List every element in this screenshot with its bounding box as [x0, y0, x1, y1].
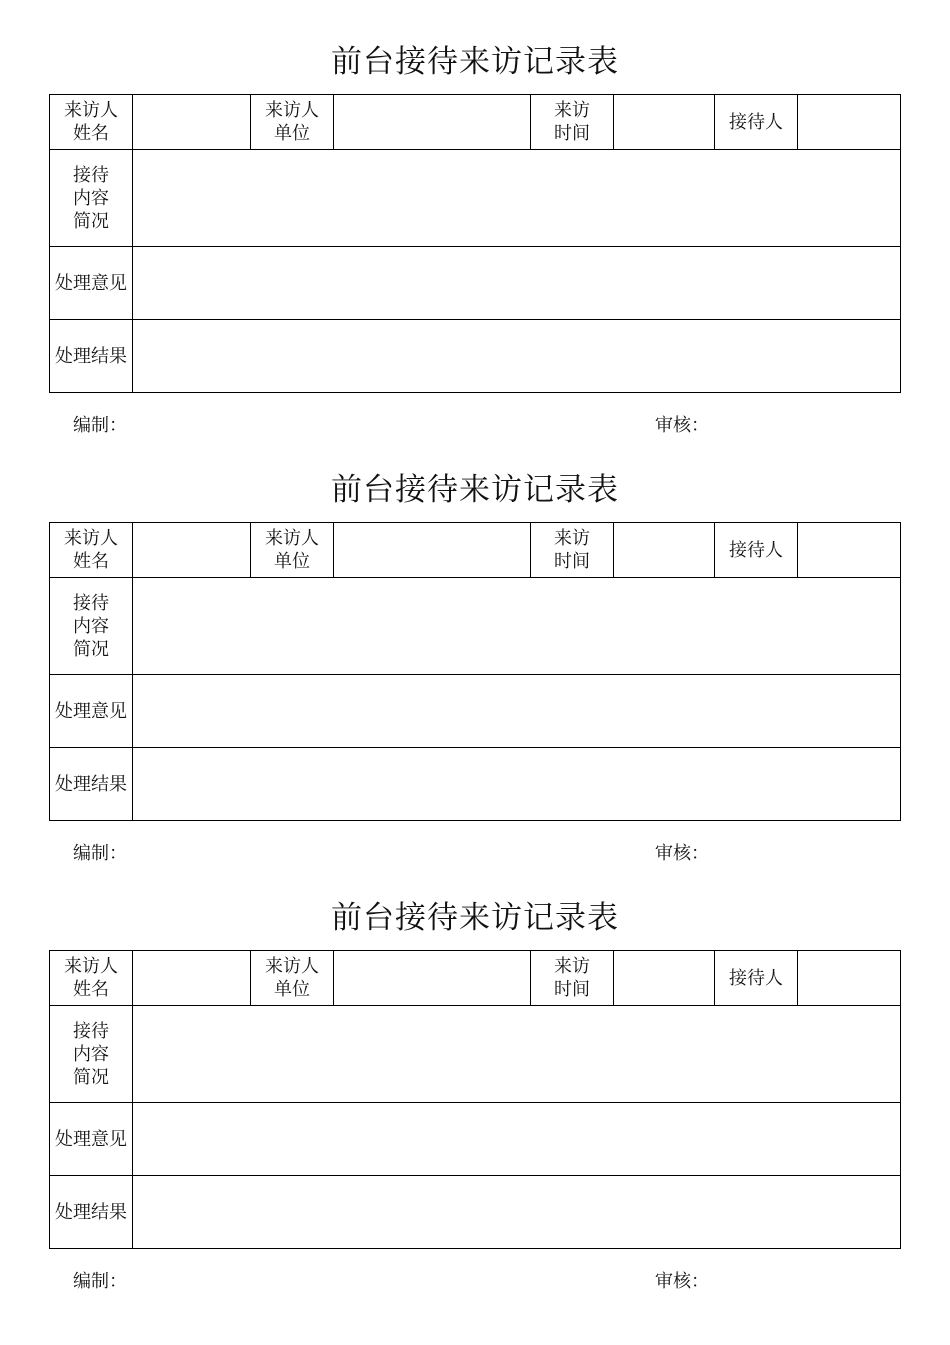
table-row — [50, 578, 901, 675]
content-summary-label: 接待 内容 简况 — [50, 150, 133, 247]
compiled-by-label: 编制： — [73, 415, 127, 436]
table-row — [50, 95, 901, 150]
table-row — [50, 675, 901, 748]
receptionist-field[interactable] — [798, 951, 901, 1006]
handling-opinion-field[interactable] — [133, 675, 901, 748]
visitor-name-label: 来访人 姓名 — [50, 951, 133, 1006]
handling-result-label: 处理结果 — [50, 320, 133, 393]
table-row — [50, 1006, 901, 1103]
handling-result-field[interactable] — [133, 1176, 901, 1249]
visitor-name-field[interactable] — [133, 95, 251, 150]
table-row — [50, 247, 901, 320]
form-title: 前台接待来访记录表 — [331, 472, 619, 508]
table-row — [50, 748, 901, 821]
receptionist-field[interactable] — [798, 95, 901, 150]
handling-opinion-field[interactable] — [133, 247, 901, 320]
visitor-name-field[interactable] — [133, 951, 251, 1006]
visit-record-form-2 — [0, 428, 950, 864]
handling-result-field[interactable] — [133, 748, 901, 821]
visitor-name-label: 来访人 姓名 — [50, 95, 133, 150]
content-summary-label: 接待 内容 简况 — [50, 1006, 133, 1103]
visit-time-label: 来访 时间 — [531, 95, 614, 150]
visitor-unit-label: 来访人 单位 — [251, 523, 334, 578]
table-row — [50, 150, 901, 247]
table-row — [50, 320, 901, 393]
visit-record-form-3 — [0, 856, 950, 1292]
visit-record-form-1 — [0, 0, 950, 436]
receptionist-label: 接待人 — [715, 95, 798, 150]
visit-record-table — [49, 522, 901, 821]
handling-result-label: 处理结果 — [50, 748, 133, 821]
handling-opinion-label: 处理意见 — [50, 675, 133, 748]
visit-record-table — [49, 950, 901, 1249]
table-row — [50, 951, 901, 1006]
table-row — [50, 1103, 901, 1176]
visit-record-table — [49, 94, 901, 393]
content-summary-field[interactable] — [133, 150, 901, 247]
visit-time-label: 来访 时间 — [531, 951, 614, 1006]
content-summary-field[interactable] — [133, 578, 901, 675]
reviewed-by-label: 审核： — [655, 415, 709, 436]
compiled-by-label: 编制： — [73, 843, 127, 864]
receptionist-label: 接待人 — [715, 523, 798, 578]
handling-opinion-label: 处理意见 — [50, 1103, 133, 1176]
form-title: 前台接待来访记录表 — [331, 900, 619, 936]
visit-time-field[interactable] — [614, 523, 715, 578]
content-summary-label: 接待 内容 简况 — [50, 578, 133, 675]
visitor-unit-field[interactable] — [334, 95, 531, 150]
table-row — [50, 1176, 901, 1249]
receptionist-field[interactable] — [798, 523, 901, 578]
reviewed-by-label: 审核： — [655, 843, 709, 864]
visitor-unit-field[interactable] — [334, 523, 531, 578]
form-title: 前台接待来访记录表 — [331, 44, 619, 80]
compiled-by-label: 编制： — [73, 1271, 127, 1292]
handling-opinion-label: 处理意见 — [50, 247, 133, 320]
receptionist-label: 接待人 — [715, 951, 798, 1006]
handling-opinion-field[interactable] — [133, 1103, 901, 1176]
content-summary-field[interactable] — [133, 1006, 901, 1103]
visit-time-field[interactable] — [614, 951, 715, 1006]
visit-time-label: 来访 时间 — [531, 523, 614, 578]
visitor-unit-label: 来访人 单位 — [251, 95, 334, 150]
visitor-name-label: 来访人 姓名 — [50, 523, 133, 578]
visitor-unit-label: 来访人 单位 — [251, 951, 334, 1006]
visit-time-field[interactable] — [614, 95, 715, 150]
visitor-name-field[interactable] — [133, 523, 251, 578]
handling-result-field[interactable] — [133, 320, 901, 393]
reviewed-by-label: 审核： — [655, 1271, 709, 1292]
visitor-unit-field[interactable] — [334, 951, 531, 1006]
table-row — [50, 523, 901, 578]
handling-result-label: 处理结果 — [50, 1176, 133, 1249]
